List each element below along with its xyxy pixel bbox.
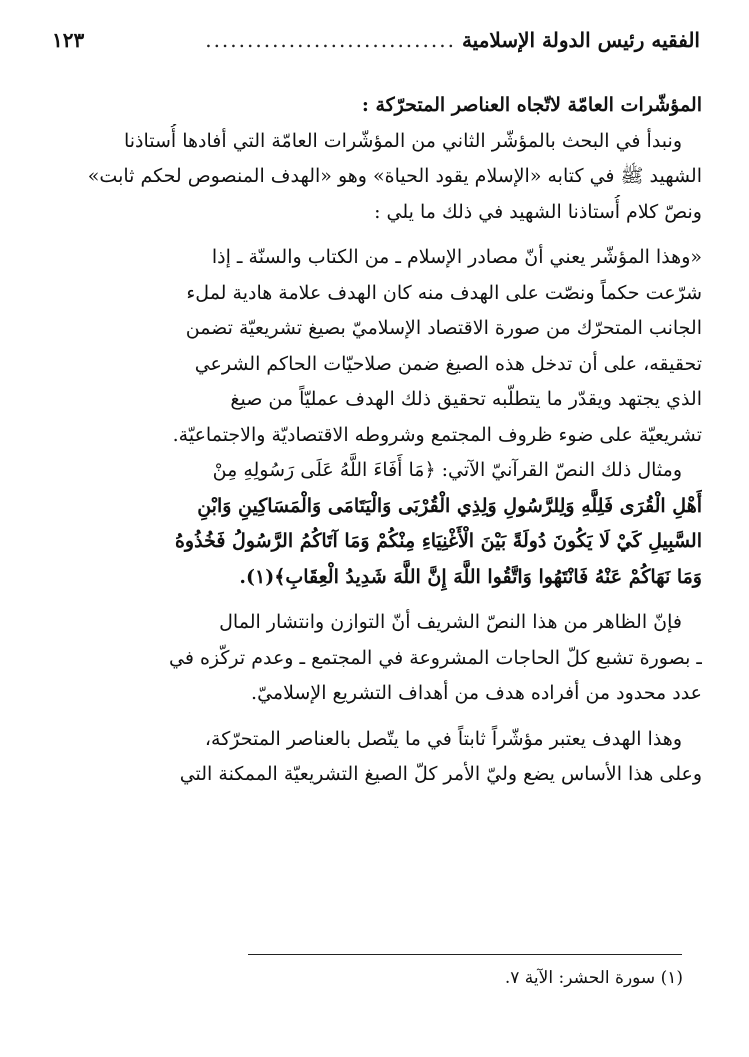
footnote: (١) سورة الحشر: الآية ٧. [504,968,683,988]
quran-verse-line: السَّبِيلِ كَيْ لَا يَكُونَ دُولَةً بَيْنَ الْأَغْنِيَاءِ مِنْكُمْ وَمَا آتَاكُمُ الرَّسُولُ فَخُذُوهُ [174,530,702,552]
paragraph-gap [52,595,702,605]
quote-line: الجانب المتحرّك من صورة الاقتصاد الإسلاميّ بصيغ تشريعيّة تضمن [185,317,702,339]
quote-line: شرّعت حكماً ونصّت على الهدف منه كان الهدف علامة هادية لملء [186,281,702,304]
paragraph-line: ـ بصورة تشبع كلّ الحاجات المشروعة في المجتمع ـ وعدم تركّزه في [168,646,702,669]
quran-verse-line: وَمَا نَهَاكُمْ عَنْهُ فَانْتَهُوا وَاتَّقُوا اللَّهَ إِنَّ اللَّهَ شَدِيدُ الْعِقَابِ﴾(١). [239,565,702,588]
page-number: ١٢٣ [52,28,85,52]
quote-line: الذي يجتهد ويقدّر ما يتطلّبه تحقيق ذلك الهدف عمليّاً من صيغ [230,388,702,410]
paragraph-line: ونبدأ في البحث بالمؤشّر الثاني من المؤشّرات العامّة التي أفادها أُستاذنا [123,129,682,152]
paragraph-gap [52,712,702,722]
quote-line: ومثال ذلك النصّ القرآنيّ الآتي: ﴿مَا أَفَاءَ اللَّهُ عَلَى رَسُولِهِ مِنْ [212,459,682,481]
quran-verse-line: أَهْلِ الْقُرَى فَلِلَّهِ وَلِلرَّسُولِ وَلِذِي الْقُرْبَى وَالْيَتَامَى وَالْمَسَاكِينِ وَابْنِ [197,494,702,517]
paragraph-line: وعلى هذا الأساس يضع وليّ الأمر كلّ الصيغ التشريعيّة الممكنة التي [179,763,702,785]
quote-line: تحقيقه، على أن تدخل هذه الصيغ ضمن صلاحيّات الحاكم الشرعي [194,352,702,375]
paragraph-line: وهذا الهدف يعتبر مؤشّراً ثابتاً في ما يتّصل بالعناصر المتحرّكة، [204,727,682,750]
paragraph-line: الشهيد ﷺ في كتابه «الإسلام يقود الحياة» وهو «الهدف المنصوص لحكم ثابت» [87,165,702,187]
paragraph-line: فإنّ الظاهر من هذا النصّ الشريف أنّ التوازن وانتشار المال [219,611,682,633]
paragraph-gap [52,230,702,240]
quote-line: «وهذا المؤشّر يعني أنّ مصادر الإسلام ـ من الكتاب والسنّة ـ إذا [211,246,702,268]
paragraph-line: ونصّ كلام أُستاذنا الشهيد في ذلك ما يلي : [374,200,702,223]
paragraph-line: عدد محدود من أفراده هدف من أهداف التشريع الإسلاميّ. [251,682,702,704]
body-text [52,88,702,793]
section-title: المؤشّرات العامّة لاتّجاه العناصر المتحرّكة : [361,94,702,116]
running-header [52,28,700,62]
footnote-divider [248,954,682,955]
header-dot-leader: .............................. [205,28,456,52]
quote-line: تشريعيّة على ضوء ظروف المجتمع وشروطه الاقتصاديّة والاجتماعيّة. [172,423,702,446]
running-title: الفقيه رئيس الدولة الإسلامية [461,28,700,52]
